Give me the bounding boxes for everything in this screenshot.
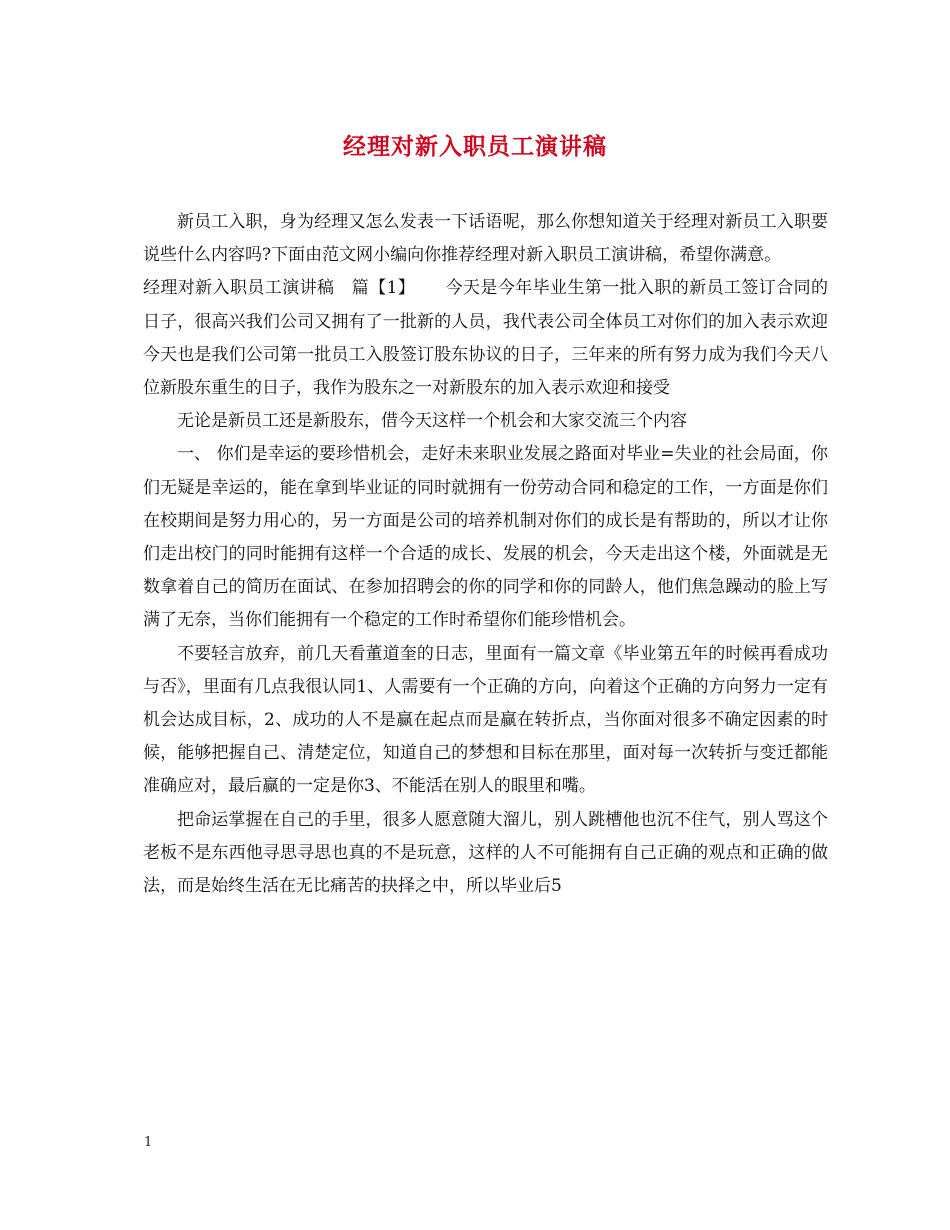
- document-title: 经理对新入职员工演讲稿: [343, 133, 607, 160]
- article-first-paragraph: [143, 272, 828, 405]
- paragraph-5: 把命运掌握在自己的手里，很多人愿意随大溜儿，别人跳槽他也沉不住气，别人骂这个老板不是东西他寻思寻思也真的不是玩意，这样的人不可能拥有自己正确的观点和正确的做法，而是始终生活在无比痛苦的抉择之中，所以毕业后5: [143, 809, 828, 897]
- paragraph-3: 一、 你们是幸运的要珍惜机会，走好未来职业发展之路面对毕业=失业的社会局面，你们无疑是幸运的，能在拿到毕业证的同时就拥有一份劳动合同和稳定的工作，一方面是你们在校期间是努力用心的，另一方面是公司的培养机制对你们的成长是有帮助的，所以才让你们走出校门的同时能拥有这样一个合适的成长、发展的机会，今天走出这个楼，外面就是无数拿着自己的简历在面试、在参加招聘会的你的同学和你的同龄人，他们焦急躁动的脸上写满了无奈，当你们能拥有一个稳定的工作时希望你们能珍惜机会。: [143, 444, 828, 631]
- paragraph-4: 不要轻言放弃，前几天看董道奎的日志，里面有一篇文章《毕业第五年的时候再看成功与否》，里面有几点我很认同1、人需要有一个正确的方向，向着这个正确的方向努力一定有机会达成目标，2、成功的人不是赢在起点而是赢在转折点，当你面对很多不确定因素的时候，能够把握自己、清楚定位，知道自己的梦想和目标在那里，面对每一次转折与变迁都能准确应对，最后赢的一定是你3、不能活在别人的眼里和嘴。: [143, 643, 828, 797]
- article-heading: 经理对新入职员工演讲稿 篇【1】: [143, 278, 416, 299]
- document-body: [143, 206, 828, 903]
- intro-paragraph: 新员工入职，身为经理又怎么发表一下话语呢，那么你想知道关于经理对新员工入职要说些什么内容吗?下面由范文网小编向你推荐经理对新入职员工演讲稿，希望你满意。: [143, 212, 828, 266]
- paragraph-2: 无论是新员工还是新股东，借今天这样一个机会和大家交流三个内容: [177, 411, 687, 432]
- paragraph-1-text: 今天是今年毕业生第一批入职的新员工签订合同的日子，很高兴我们公司又拥有了一批新的人员，我代表公司全体员工对你们的加入表示欢迎 今天也是我们公司第一批员工入股签订股东协议的日子，三年来的所有努力成为我们今天八位新股东重生的日子，我作为股东之一对新股东的加入表示欢迎和接受: [143, 278, 829, 399]
- page-number: 1: [144, 1135, 153, 1150]
